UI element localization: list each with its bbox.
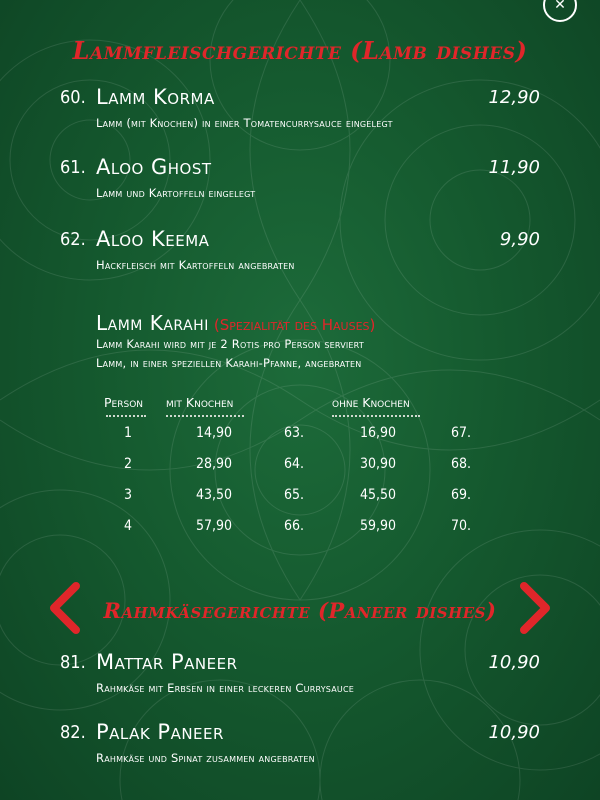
item-price: 9,90 xyxy=(499,229,540,250)
row-person: 3 xyxy=(123,487,132,503)
karahi-name: Lamm Karahi xyxy=(96,311,209,335)
row-price-with-bone: 28,90 xyxy=(195,456,232,472)
close-button[interactable] xyxy=(543,0,577,22)
row-price-with-bone: 57,90 xyxy=(195,518,232,534)
karahi-special xyxy=(96,311,556,373)
item-price: 11,90 xyxy=(488,157,540,178)
row-number-without-bone: 67. xyxy=(450,425,471,441)
item-price: 10,90 xyxy=(488,722,540,743)
item-description: Lamm (mit Knochen) in einer Tomatencurrysauce eingelegt xyxy=(96,116,393,130)
row-number-with-bone: 66. xyxy=(283,518,304,534)
row-person: 1 xyxy=(123,425,132,441)
header-divider xyxy=(106,415,146,417)
item-name: Lamm Korma xyxy=(96,85,215,109)
item-price: 10,90 xyxy=(488,652,540,673)
item-description: Rahmkäse und Spinat zusammen angebraten xyxy=(96,751,315,765)
item-description: Lamm und Kartoffeln eingelegt xyxy=(96,186,256,200)
item-name: Palak Paneer xyxy=(96,720,224,744)
item-description: Hackfleisch mit Kartoffeln angebraten xyxy=(96,258,295,272)
row-number-with-bone: 64. xyxy=(283,456,304,472)
item-number: 82. xyxy=(60,722,86,743)
item-name: Aloo Keema xyxy=(96,227,210,251)
row-number-without-bone: 68. xyxy=(450,456,471,472)
header-without-bone: ohne Knochen xyxy=(332,395,410,410)
section-title-lamb: Lammfleischgerichte (Lamb dishes) xyxy=(72,36,528,65)
item-number: 60. xyxy=(60,87,86,108)
section-title-paneer: Rahmkäsegerichte (Paneer dishes) xyxy=(103,598,497,623)
item-number: 62. xyxy=(60,229,86,250)
row-number-with-bone: 63. xyxy=(283,425,304,441)
item-price: 12,90 xyxy=(488,87,540,108)
row-price-with-bone: 43,50 xyxy=(195,487,232,503)
row-number-with-bone: 65. xyxy=(283,487,304,503)
header-with-bone: mit Knochen xyxy=(166,395,234,410)
item-name: Aloo Ghost xyxy=(96,155,212,179)
karahi-special-label: (Spezialität des Hauses) xyxy=(213,316,376,334)
item-number: 61. xyxy=(60,157,86,178)
row-number-without-bone: 70. xyxy=(450,518,471,534)
header-person: Person xyxy=(104,395,144,410)
item-number: 81. xyxy=(60,652,86,673)
karahi-description-2: Lamm, in einer speziellen Karahi-Pfanne, angebraten xyxy=(96,356,362,370)
karahi-description-1: Lamm Karahi wird mit je 2 Rotis pro Person serviert xyxy=(96,337,364,351)
row-price-without-bone: 30,90 xyxy=(359,456,396,472)
row-price-without-bone: 45,50 xyxy=(359,487,396,503)
row-number-without-bone: 69. xyxy=(450,487,471,503)
row-price-without-bone: 16,90 xyxy=(359,425,396,441)
row-person: 4 xyxy=(123,518,132,534)
header-divider xyxy=(166,415,244,417)
item-description: Rahmkäse mit Erbsen in einer leckeren Currysauce xyxy=(96,681,354,695)
header-divider xyxy=(332,415,420,417)
item-name: Mattar Paneer xyxy=(96,650,238,674)
close-icon: ✕ xyxy=(554,0,566,13)
row-person: 2 xyxy=(123,456,132,472)
row-price-with-bone: 14,90 xyxy=(195,425,232,441)
row-price-without-bone: 59,90 xyxy=(359,518,396,534)
